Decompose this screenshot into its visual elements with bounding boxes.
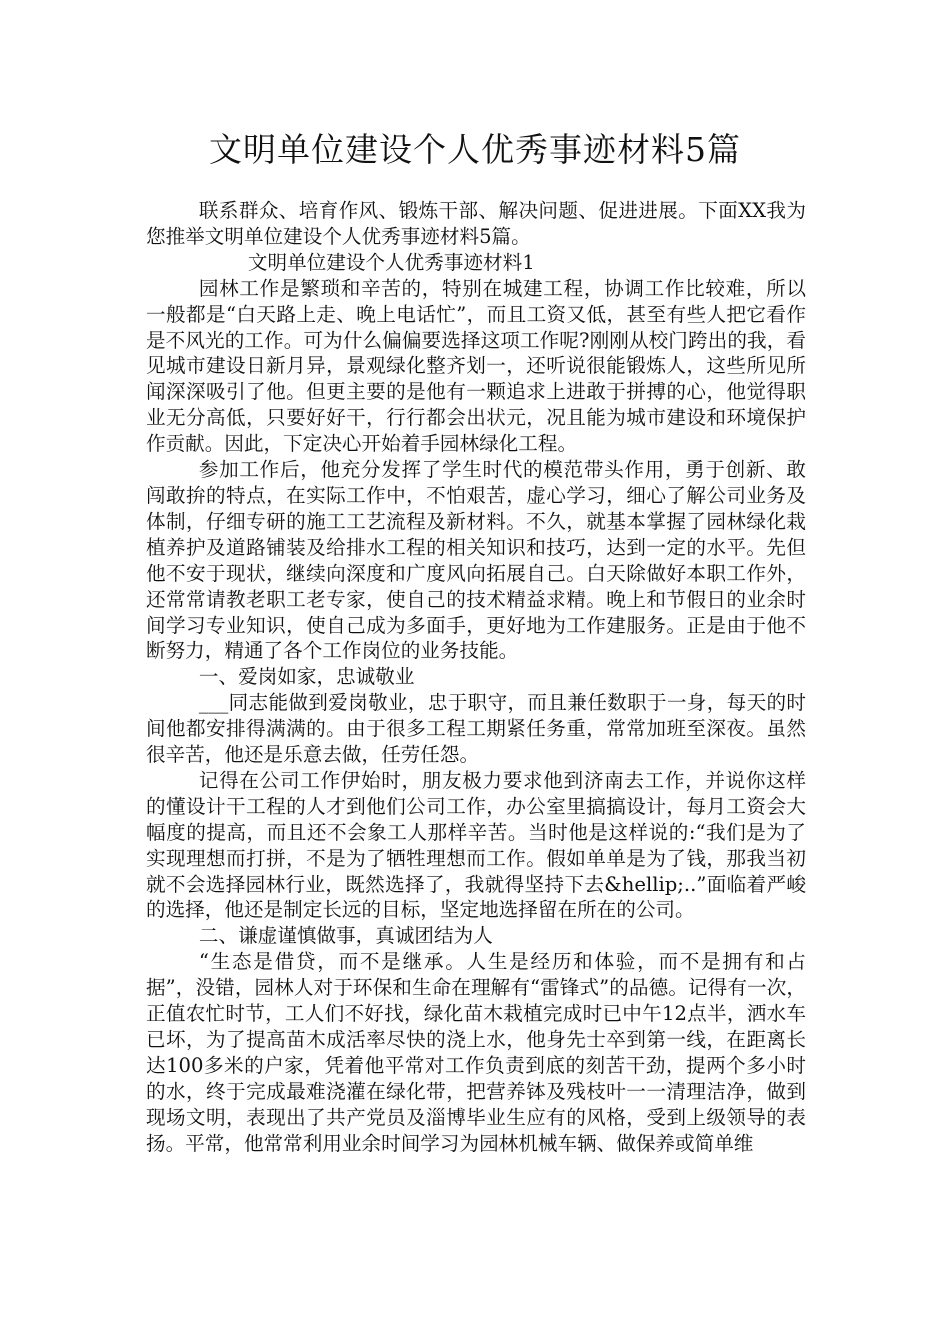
paragraph-1: 园林工作是繁琐和辛苦的，特别在城建工程，协调工作比较难，所以一般都是“白天路上走、晚上电话忙”，而且工资又低，甚至有些人把它看作是不风光的工作。可为什么偏偏要选择这项工作呢?刚刚从校门跨出的我，看见城市建设日新月异，景观绿化整齐划一，还听说很能锻炼人，这些所见所闻深深吸引了他。但更主要的是他有一颗追求上进敢于拼搏的心，他觉得职业无分高低，只要好好干，行行都会出状元，况且能为城市建设和环境保护作贡献。因此，下定决心开始着手园林绿化工程。 — [146, 276, 806, 456]
section-heading-2: 二、谦虚谨慎做事，真诚团结为人 — [198, 924, 493, 948]
paragraph-2: 参加工作后，他充分发挥了学生时代的模范带头作用，勇于创新、敢闯敢拚的特点，在实际工作中，不怕艰苦，虚心学习，细心了解公司业务及体制，仔细专研的施工工艺流程及新材料。不久，就基本掌握了园林绿化栽植养护及道路铺装及给排水工程的相关知识和技巧，达到一定的水平。先但他不安于现状，继续向深度和广度风向拓展自己。白天除做好本职工作外，还常常请教老职工老专家，使自己的技术精益求精。晚上和节假日的业余时间学习专业知识，使自己成为多面手，更好地为工作建服务。正是由于他不断努力，精通了各个工作岗位的业务技能。 — [146, 458, 806, 663]
paragraph-5: “生态是借贷，而不是继承。人生是经历和体验，而不是拥有和占据”，没错，园林人对于环保和生命在理解有“雷锋式”的品德。记得有一次，正值农忙时节，工人们不好找，绿化苗木栽植完成时已中午12点半，洒水车已坏，为了提高苗木成活率尽快的浇上水，他身先士卒到第一线，在距离长达100多米的户家，凭着他平常对工作负责到底的刻苦干劲，提两个多小时的水，终于完成最难浇灌在绿化带，把营养钵及残枝叶一一清理洁净，做到现场文明，表现出了共产党员及淄博毕业生应有的风格，受到上级领导的表扬。平常，他常常利用业余时间学习为园林机械车辆、做保养或简单维 — [146, 950, 806, 1155]
section-heading-1: 一、爱岗如家，忠诚敬业 — [198, 665, 415, 689]
document-body — [146, 198, 806, 1157]
paragraph-4: 记得在公司工作伊始时，朋友极力要求他到济南去工作，并说你这样的懂设计干工程的人才到他们公司工作，办公室里搞搞设计，每月工资会大幅度的提高，而且还不会象工人那样辛苦。当时他是这样说的:“我们是为了实现理想而打拼，不是为了牺牲理想而工作。假如单单是为了钱，那我当初就不会选择园林行业，既然选择了，我就得坚持下去&hellip;..”面临着严峻的选择，他还是制定长远的目标，坚定地选择留在所在的公司。 — [146, 768, 806, 922]
section-subtitle: 文明单位建设个人优秀事迹材料1 — [247, 250, 535, 274]
intro-paragraph: 联系群众、培育作风、锻炼干部、解决问题、促进进展。下面XX我为您推举文明单位建设个人优秀事迹材料5篇。 — [146, 199, 806, 248]
paragraph-3: ___同志能做到爱岗敬业，忠于职守，而且兼任数职于一身，每天的时间他都安排得满满的。由于很多工程工期紧任务重，常常加班至深夜。虽然很辛苦，他还是乐意去做，任劳任怨。 — [146, 691, 806, 767]
document-title: 文明单位建设个人优秀事迹材料5篇 — [209, 130, 741, 169]
